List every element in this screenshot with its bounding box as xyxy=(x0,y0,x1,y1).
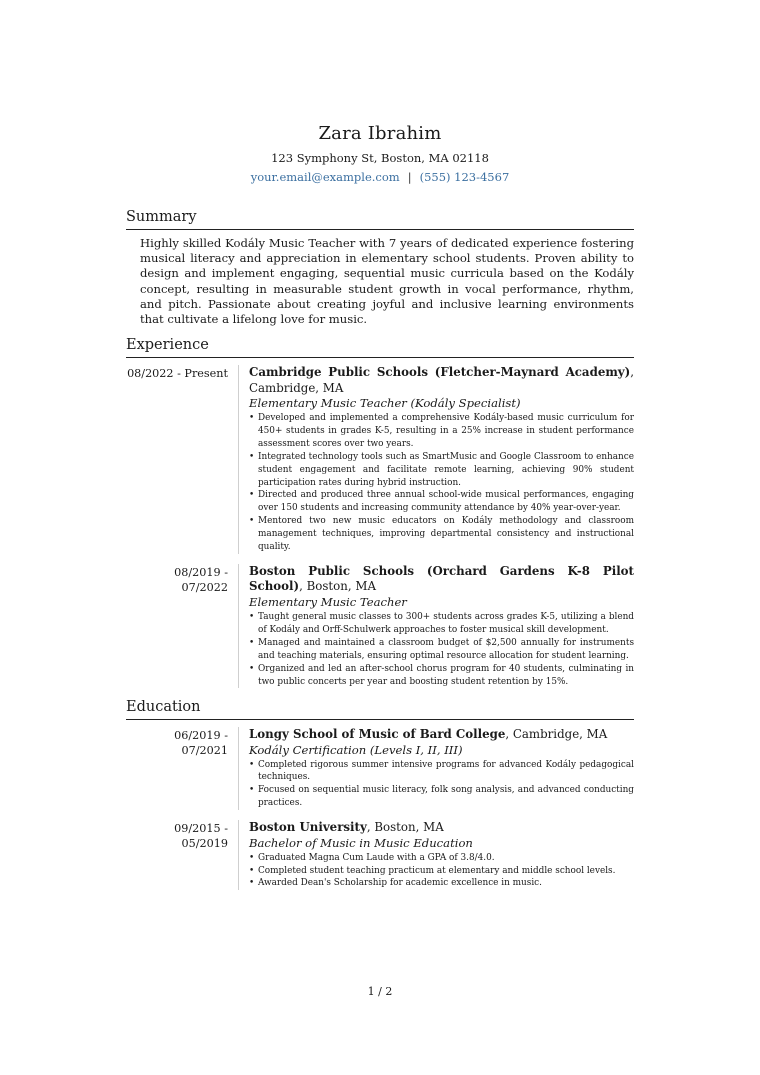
entry-bullets xyxy=(249,852,634,891)
contact-line xyxy=(0,169,760,185)
entry-bullets xyxy=(249,759,634,811)
entry-degree: Kodály Certification (Levels I, II, III) xyxy=(249,742,463,757)
bullet-item: • Awarded Dean's Scholarship for academic excellence in music. xyxy=(249,877,634,890)
experience-section xyxy=(126,336,634,688)
entry-body xyxy=(238,820,634,890)
organization-name: Cambridge Public Schools (Fletcher-Maynard Academy) xyxy=(249,365,631,379)
bullet-item: • Directed and produced three annual school-wide musical performances, engaging over 150 students and increasing community attendance by 40% year-over-year. xyxy=(249,489,634,515)
organization-location: , Cambridge, MA xyxy=(249,365,634,395)
education-entry xyxy=(126,820,634,890)
bullet-item: • Managed and maintained a classroom budget of $2,500 annually for instruments and teaching materials, ensuring optimal resource allocation for student learning. xyxy=(249,637,634,663)
entry-organization xyxy=(249,365,634,396)
bullet-item: • Graduated Magna Cum Laude with a GPA of 3.8/4.0. xyxy=(249,852,634,865)
bullet-item: • Developed and implemented a comprehensive Kodály-based music curriculum for 450+ students in grades K-5, resulting in a 25% increase in student performance assessment scores over two years. xyxy=(249,412,634,451)
institution-name: Boston University xyxy=(249,820,367,835)
institution-name: Longy School of Music of Bard College xyxy=(249,727,506,741)
bullet-item: • Completed rigorous summer intensive programs for advanced Kodály pedagogical techniques. xyxy=(249,759,634,785)
summary-heading: Summary xyxy=(126,208,634,230)
entry-degree: Bachelor of Music in Music Education xyxy=(249,835,473,850)
experience-entry xyxy=(126,365,634,554)
entry-role: Elementary Music Teacher xyxy=(249,594,407,609)
entry-date: 08/2022 - Present xyxy=(127,367,228,380)
page-number: 1 / 2 xyxy=(367,985,393,998)
education-entry xyxy=(126,727,634,810)
entry-role: Elementary Music Teacher (Kodály Specialist) xyxy=(249,396,521,410)
resume-header xyxy=(0,121,760,185)
bullet-item: • Focused on sequential music literacy, folk song analysis, and advanced conducting practices. xyxy=(249,784,634,810)
experience-heading: Experience xyxy=(126,336,634,358)
entry-body xyxy=(238,727,634,810)
entry-body xyxy=(238,365,634,554)
education-section xyxy=(126,698,634,890)
education-heading: Education xyxy=(126,698,634,720)
entry-organization xyxy=(249,820,634,836)
bullet-item: • Integrated technology tools such as SmartMusic and Google Classroom to enhance student engagement and facilitate remote learning, achieving 90% student participation rates during hybrid instruction. xyxy=(249,451,634,490)
entry-organization xyxy=(249,564,634,595)
entry-bullets xyxy=(249,412,634,554)
entry-date: 08/2019 - 07/2022 xyxy=(174,565,228,594)
organization-location: , Boston, MA xyxy=(299,579,376,594)
institution-location: , Cambridge, MA xyxy=(505,727,608,741)
bullet-item: • Mentored two new music educators on Kodály methodology and classroom management techniques, improving departmental consistency and instructional quality. xyxy=(249,515,634,554)
summary-section xyxy=(126,208,634,327)
organization-name: Boston Public Schools (Orchard Gardens K-8 Pilot School) xyxy=(249,563,634,594)
candidate-address: 123 Symphony St, Boston, MA 02118 xyxy=(271,151,489,165)
phone-link[interactable]: (555) 123-4567 xyxy=(419,170,510,184)
entry-date: 09/2015 - 05/2019 xyxy=(174,822,228,851)
entry-bullets xyxy=(249,611,634,688)
candidate-name: Zara Ibrahim xyxy=(318,123,442,144)
entry-body xyxy=(238,564,634,688)
entry-date: 06/2019 - 07/2021 xyxy=(174,729,228,757)
experience-entry xyxy=(126,564,634,688)
email-link[interactable]: your.email@example.com xyxy=(250,170,400,184)
entry-organization xyxy=(249,727,634,743)
bullet-item: • Organized and led an after-school chorus program for 40 students, culminating in two public concerts per year and boosting student retention by 15%. xyxy=(249,663,634,689)
institution-location: , Boston, MA xyxy=(366,820,444,835)
bullet-item: • Completed student teaching practicum at elementary and middle school levels. xyxy=(249,865,634,878)
summary-text: Highly skilled Kodály Music Teacher with 7 years of dedicated experience fostering musical literacy and appreciation in elementary school students. Proven ability to design and implement engaging, sequential music curricula based on the Kodály concept, resulting in measurable student growth in vocal performance, rhythm, and pitch. Passionate about creating joyful and inclusive learning environments that cultivate a lifelong love for music. xyxy=(140,236,634,327)
bullet-item: • Taught general music classes to 300+ students across grades K-5, utilizing a blend of Kodály and Orff-Schulwerk approaches to foster musical skill development. xyxy=(249,611,634,637)
contact-separator: | xyxy=(407,170,412,184)
